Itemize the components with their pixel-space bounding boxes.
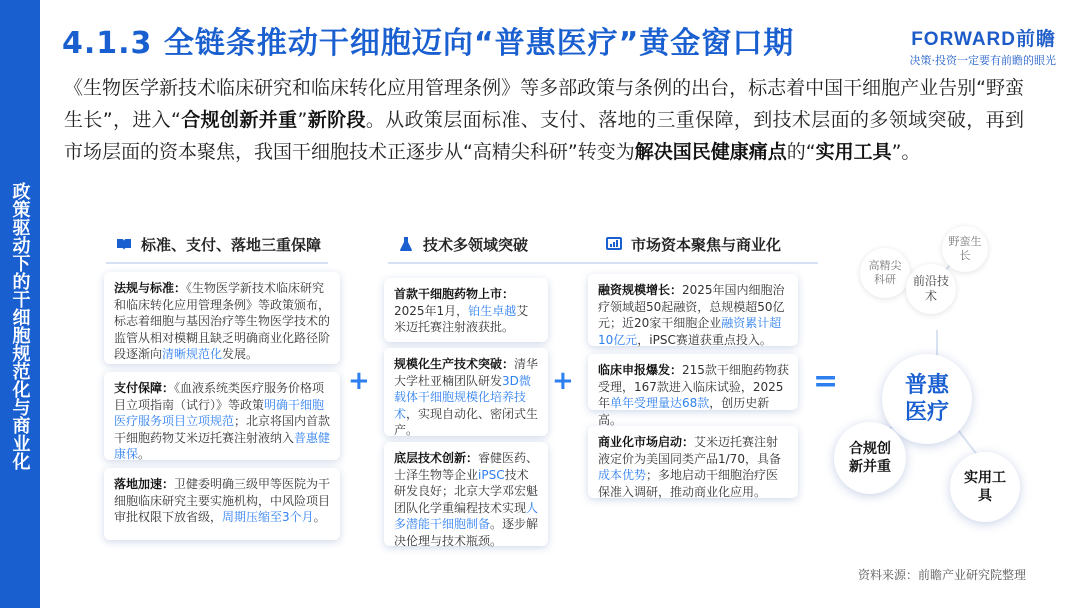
card-title: 规模化生产技术突破： [394,357,515,371]
card-text: 艾米迈托赛注射液定价为美国同类产品1/70，具备 [598,435,781,466]
card-clinical-filing [588,354,798,427]
card-text: 发展。 [222,347,259,361]
card-highlight: 单年受理量达68款 [610,396,710,410]
bubble-wild-growth: 野蛮生长 [942,226,988,272]
card-text: 《生物医学新技术临床研究和临床转化应用管理条例》等政策颁布，标志着细胞与基因治疗等生物医学技术的监管从相对模糊且缺乏明确商业化路径阶段逐渐向 [114,281,331,361]
card-text: 《血液系统类医疗服务价格项目立项指南（试行）》等政策 [114,381,325,412]
card-title: 商业化市场启动： [598,435,695,449]
card-text: 清华大学杜亚楠团队研发 [394,357,539,388]
card-title: 融资规模增长： [598,283,683,297]
sidebar-title: 政策驱动下的干细胞规范化与商业化 [9,182,31,470]
card-title: 临床申报爆发： [598,363,683,377]
card-highlight: 明确干细胞医疗服务项目立项规范 [114,397,325,428]
logo [910,24,1057,68]
card-text: 215款干细胞药物获受理，167款进入临床试验，2025年 [598,363,789,410]
column-technology [388,226,610,264]
card-highlight: 周期压缩至3个月 [222,510,314,524]
card-text: 艾米迈托赛注射液获批。 [394,303,529,334]
intro-text: ” [297,109,308,131]
column-heading-label: 技术多领域突破 [423,235,529,254]
card-highlight: 人多潜能干细胞制备 [394,500,539,531]
card-text: 睿健医药、士泽生物等企业 [394,451,539,482]
intro-text: ”。 [891,141,921,163]
card-payment [104,372,340,460]
card-scale-production [384,348,548,436]
logo-slogan: 决策·投资一定要有前瞻的眼光 [909,54,1056,67]
intro-text: 。从政策层面标准、支付、落地的三重保障，到技术层面的多领域突破，再到市场层面的资本聚焦，我国干细胞技术正逐步从“高精尖科研”转变为 [64,109,1024,163]
card-financing [588,274,798,346]
card-text: 。 [313,510,326,524]
plus-sign: + [552,366,574,396]
column-heading-label: 市场资本聚焦与商业化 [631,235,782,254]
logo-wordmark: FORWARD前瞻 [911,29,1056,50]
column-heading [106,226,328,264]
equals-sign: = [813,364,839,399]
card-text: ，iPSC赛道获重点投入。 [637,332,772,347]
column-market [596,226,818,264]
card-text: ；多地启动干细胞治疗医保准入调研，推动商业化应用。 [598,468,779,499]
card-text: ；北京将国内首款干细胞药物艾米迈托赛注射液纳入 [114,414,331,445]
column-heading [596,226,818,264]
column-heading [388,226,610,264]
card-text: ，实现自动化、密闭式生产。 [394,406,539,437]
intro-bold: 实用工具 [815,141,892,163]
card-text: 技术研发良好；北京大学邓宏魁团队化学重编程技术实现 [394,467,539,515]
card-title: 支付保障： [114,381,175,395]
card-highlight: 成本优势 [598,468,647,482]
sidebar [0,0,40,608]
card-implementation [104,468,340,540]
column-policy [106,226,328,264]
column-heading-label: 标准、支付、落地三重保障 [141,235,322,254]
card-highlight: 3D微载体干细胞规模化培养技术 [394,373,531,421]
card-highlight: 融资累计超10亿元 [598,316,782,347]
intro-paragraph [64,72,1024,168]
bubble-inclusive-healthcare: 普惠医疗 [882,354,972,444]
card-highlight: 铂生卓越 [468,303,517,318]
card-commercialization [588,426,798,498]
plus-sign: + [348,366,370,396]
bubble-high-end-research: 高精尖科研 [860,248,910,298]
card-title: 底层技术创新： [394,451,479,465]
intro-bold: 新阶段 [307,109,366,131]
source-note: 资料来源：前瞻产业研究院整理 [857,568,1026,582]
intro-text: 《生物医学新技术临床研究和临床转化应用管理条例》等多部政策与条例的出台，标志着中国干细胞产业告别“野蛮生长”，进入“ [64,77,1024,131]
card-title: 首款干细胞药物上市： [394,287,515,301]
card-regulation [104,272,340,364]
card-text: 。逐步解决伦理与技术瓶颈。 [394,517,539,548]
bubble-compliance-innovation: 合规创新并重 [834,422,906,494]
card-text: 卫健委明确三级甲等医院为干细胞临床研究主要实施机构，中风险项目审批权限下放省级， [114,477,331,524]
intro-text: 的“ [786,141,816,163]
card-text: 。 [138,447,151,461]
card-core-innovation [384,442,548,546]
card-title: 法规与标准： [114,281,187,295]
card-text: 2025年国内细胞治疗领域超50起融资，总规模超50亿元；近20家干细胞企业 [598,283,785,330]
intro-bold: 解决国民健康痛点 [634,141,787,163]
card-first-drug [384,278,548,342]
page-title: 4.1.3 全链条推动干细胞迈向“普惠医疗”黄金窗口期 [62,26,795,61]
card-highlight: iPSC [478,467,505,482]
intro-bold: 合规创新并重 [180,109,298,131]
card-text: ，创历史新高。 [598,396,770,427]
card-highlight: 普惠健康保 [114,430,331,461]
flask-icon [398,236,414,252]
bubble-frontier-tech: 前沿技术 [906,264,956,314]
card-title: 落地加速： [114,477,175,491]
card-text: 2025年1月， [394,303,469,318]
card-highlight: 清晰规范化 [162,347,223,361]
chart-icon [606,236,622,252]
bubble-practical-tool: 实用工具 [950,452,1020,522]
book-icon [116,236,132,252]
